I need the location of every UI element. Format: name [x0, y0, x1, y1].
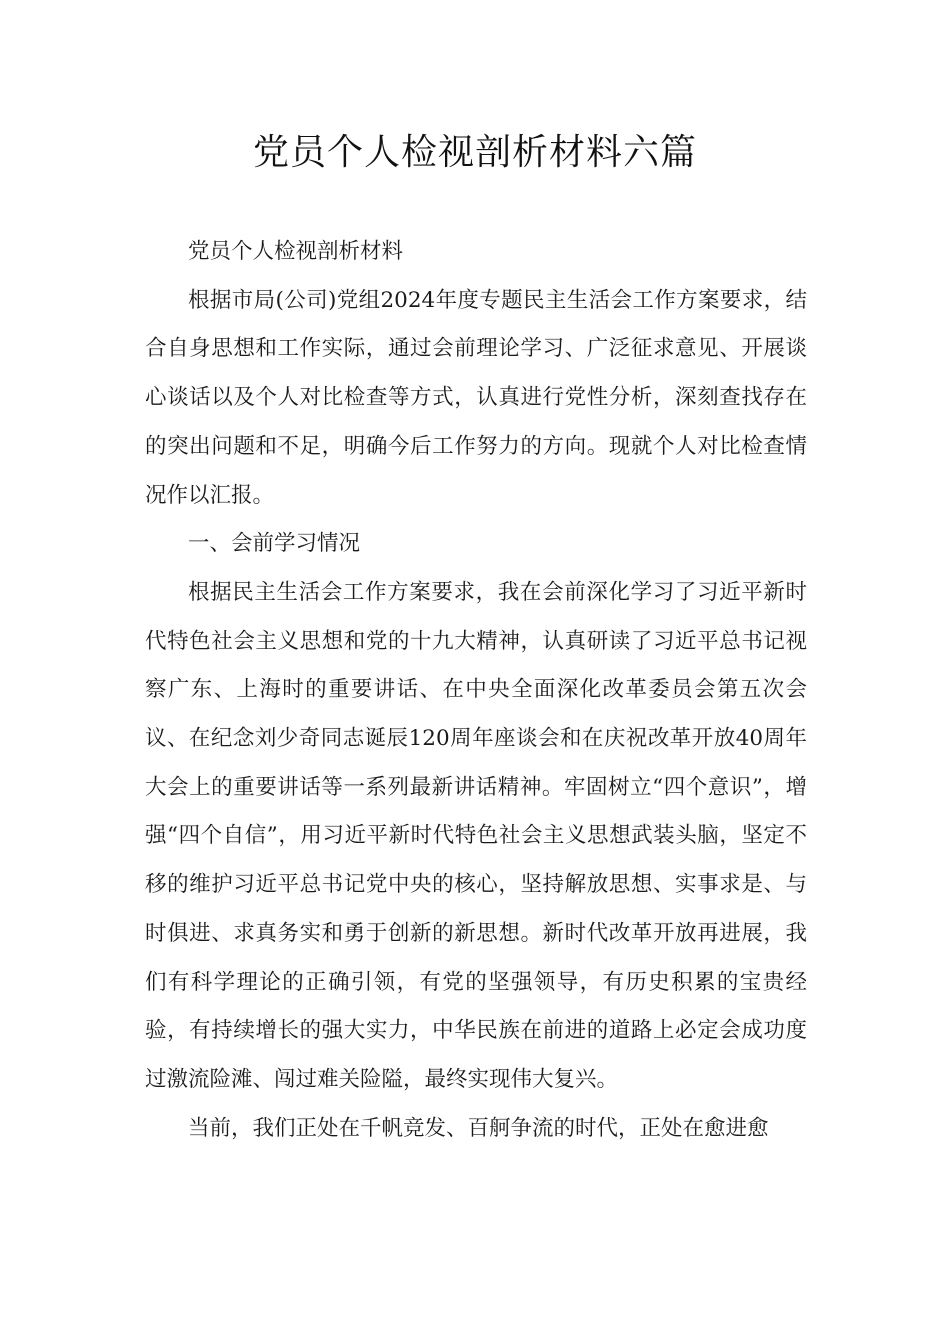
- paragraph-intro: 根据市局(公司)党组2024年度专题民主生活会工作方案要求，结合自身思想和工作实际，通过会前理论学习、广泛征求意见、开展谈心谈话以及个人对比检查等方式，认真进行党性分析，深刻查找存在的突出问题和不足，明确今后工作努力的方向。现就个人对比检查情况作以汇报。: [145, 287, 807, 508]
- document-title: 党员个人检视剖析材料六篇: [252, 132, 697, 173]
- paragraph-study: 根据民主生活会工作方案要求，我在会前深化学习了习近平新时代特色社会主义思想和党的十九大精神，认真研读了习近平总书记视察广东、上海时的重要讲话、在中央全面深化改革委员会第五次会议、在纪念刘少奇同志诞辰120周年座谈会和在庆祝改革开放40周年大会上的重要讲话等一系列最新讲话精神。牢固树立“四个意识”，增强“四个自信”，用习近平新时代特色社会主义思想武装头脑，坚定不移的维护习近平总书记党中央的核心，坚持解放思想、实事求是、与时俱进、求真务实和勇于创新的新思想。新时代改革开放再进展，我们有科学理论的正确引领，有党的坚强领导，有历史积累的宝贵经验，有持续增长的强大实力，中华民族在前进的道路上必定会成功度过激流险滩、闯过难关险隘，最终实现伟大复兴。: [145, 579, 807, 1092]
- section-heading-study: 一、会前学习情况: [188, 531, 361, 557]
- paragraph-current: 当前，我们正处在千帆竞发、百舸争流的时代，正处在愈进愈: [188, 1115, 769, 1141]
- document-subtitle: 党员个人检视剖析材料: [188, 239, 404, 264]
- document-body: [145, 228, 807, 1153]
